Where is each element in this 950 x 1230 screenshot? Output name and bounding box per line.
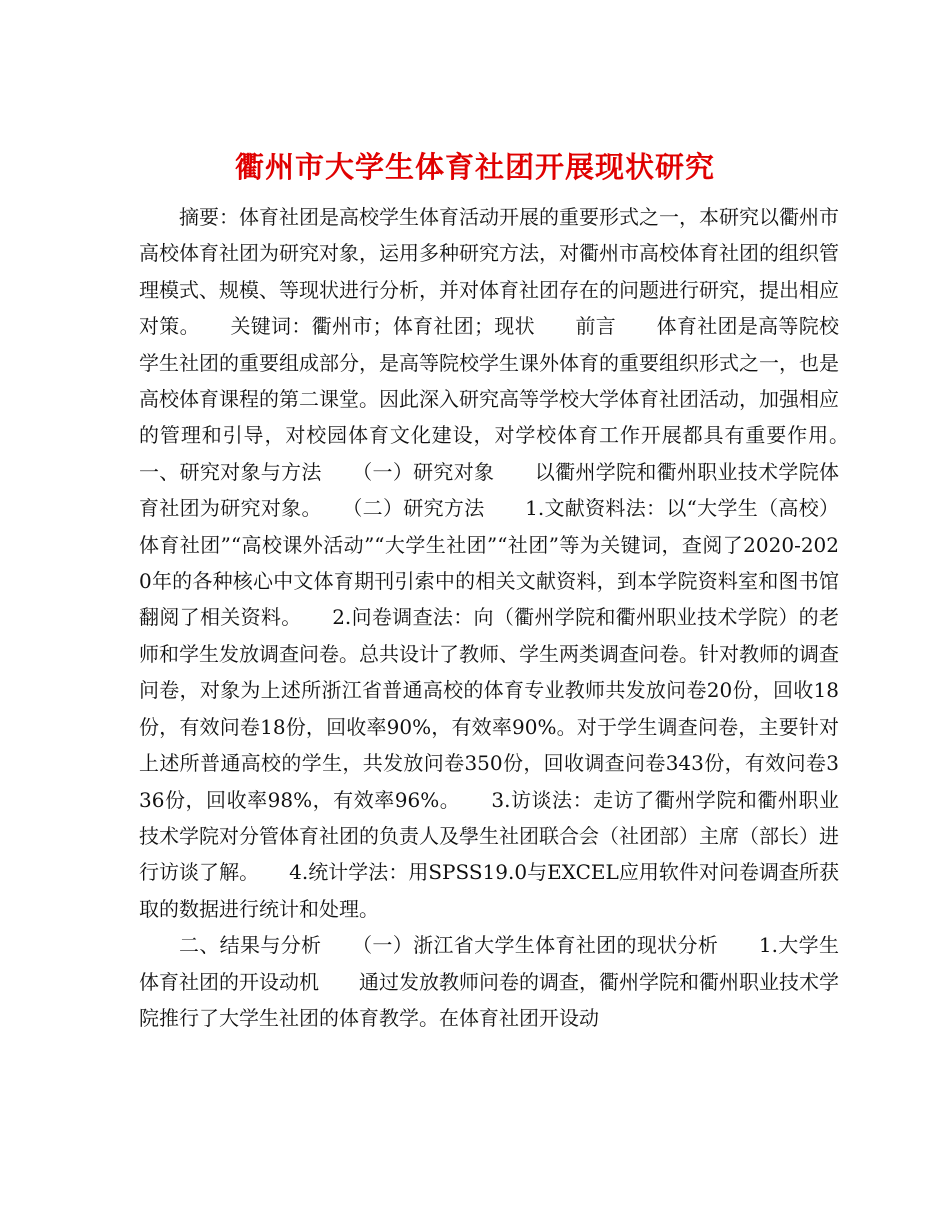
document-title: 衢州市大学生体育社团开展现状研究 xyxy=(234,150,715,185)
document-body xyxy=(139,199,879,1036)
body-paragraph: 摘要：体育社团是高校学生体育活动开展的重要形式之一，本研究以衢州市高校体育社团为研究对象，运用多种研究方法，对衢州市高校体育社团的组织管理模式、规模、等现状进行分析，并对体育社团存在的问题进行研究，提出相应对策。 关键词：衢州市；体育社团；现状 前言 体育社团是高等院校学生社团的重要组成部分，是高等院校学生课外体育的重要组织形式之一，也是高校体育课程的第二课堂。因此深入研究高等学校大学体育社团活动，加强相应的管理和引导，对校园体育文化建设，对学校体育工作开展都具有重要作用。 一、研究对象与方法 （一）研究对象 以衢州学院和衢州职业技术学院体育社团为研究对象。 （二）研究方法 1.文献资料法：以“大学生（高校）体育社团”“高校课外活动”“大学生社团”“社团”等为关键词，查阅了2020-2020年的各种核心中文体育期刊引索中的相关文献资料，到本学院资料室和图书馆翻阅了相关资料。 2.问卷调查法：向（衢州学院和衢州职业技术学院）的老师和学生发放调查问卷。总共设计了教师、学生两类调查问卷。针对教师的调查问卷，对象为上述所浙江省普通高校的体育专业教师共发放问卷20份，回收18份，有效问卷18份，回收率90%，有效率90%。对于学生调查问卷，主要针对上述所普通高校的学生，共发放问卷350份，回收调查问卷343份，有效问卷336份，回收率98%，有效率96%。 3.访谈法：走访了衢州学院和衢州职业技术学院对分管体育社团的负责人及學生社团联合会（社团部）主席（部长）进行访谈了解。 4.统计学法：用SPSS19.0与EXCEL应用软件对问卷调查所获取的数据进行统计和处理。 xyxy=(139,205,879,921)
body-paragraph: 二、结果与分析 （一）浙江省大学生体育社团的现状分析 1.大学生体育社团的开设动机 通过发放教师问卷的调查，衢州学院和衢州职业技术学院推行了大学生社团的体育教学。在体育社团开设动 xyxy=(139,933,839,1030)
